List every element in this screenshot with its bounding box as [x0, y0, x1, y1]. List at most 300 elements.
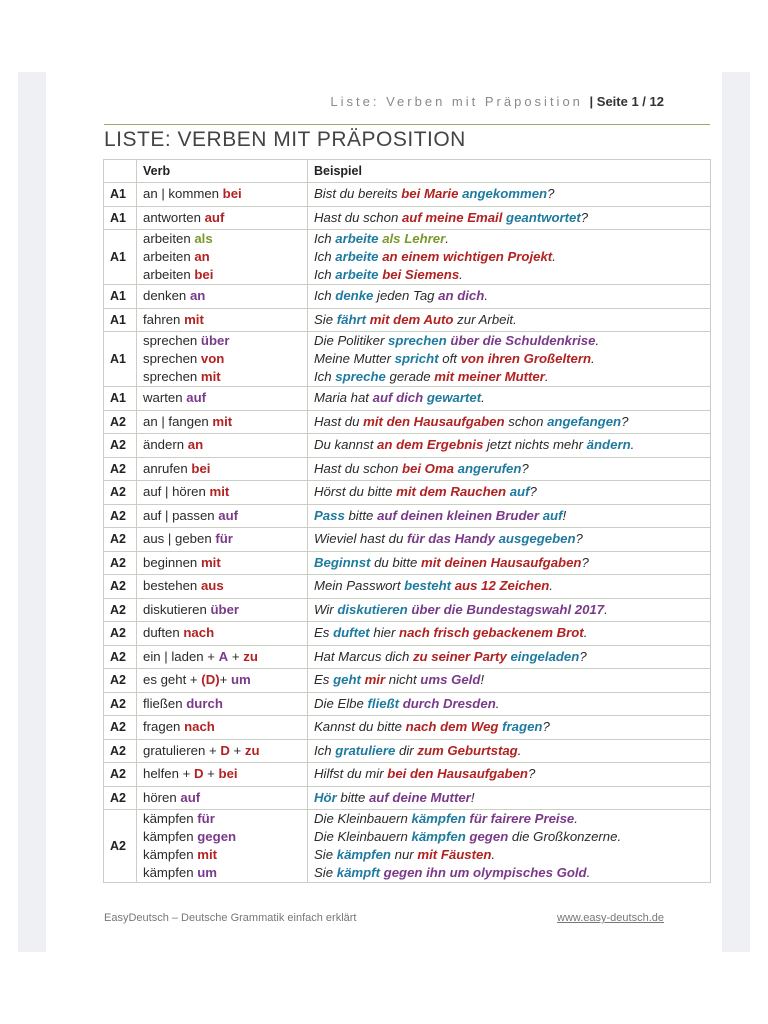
- example-highlight: Marie: [423, 186, 463, 202]
- example-text: ?: [529, 484, 537, 500]
- example-cell: [308, 692, 711, 716]
- table-row: [104, 739, 711, 763]
- level-cell: A1: [104, 308, 137, 332]
- table-row: [104, 434, 711, 458]
- verb-highlight: auf: [186, 390, 207, 406]
- example-highlight: Beginnst: [314, 554, 375, 570]
- example-highlight: Lehrer: [404, 231, 446, 246]
- verb-highlight: über: [200, 333, 230, 348]
- example-text: .: [544, 369, 549, 384]
- verb-line: [143, 530, 301, 548]
- running-title: Liste: Verben mit Präposition: [330, 94, 583, 109]
- example-text: Ich: [314, 369, 336, 384]
- example-line: [314, 648, 704, 666]
- example-text: !: [470, 789, 475, 805]
- verb-text: auf | hören: [143, 484, 210, 500]
- verb-text: warten: [143, 390, 187, 406]
- level-cell: A1: [104, 332, 137, 387]
- verb-cell: [137, 716, 308, 740]
- table-row: [104, 285, 711, 309]
- verb-line: [143, 765, 301, 783]
- verb-text: kämpfen: [143, 829, 198, 844]
- example-line: [314, 185, 704, 203]
- verb-highlight: D: [193, 766, 204, 782]
- verb-line: [143, 846, 301, 864]
- verb-line: [143, 864, 301, 882]
- example-cell: [308, 387, 711, 411]
- example-highlight: mit den Hausaufgaben: [363, 413, 509, 429]
- example-highlight: nach frisch gebackenem Brot: [399, 625, 584, 641]
- example-highlight: mit deinen Hausaufgaben: [421, 554, 582, 570]
- table-row: [104, 598, 711, 622]
- level-cell: A2: [104, 528, 137, 552]
- verb-cell: [137, 786, 308, 810]
- verb-line: [143, 789, 301, 807]
- example-text: !: [480, 672, 485, 688]
- table-row: [104, 551, 711, 575]
- example-line: [314, 718, 704, 736]
- example-text: Meine Mutter: [314, 351, 395, 366]
- example-line: [314, 350, 704, 368]
- example-highlight: aus 12 Zeichen: [454, 578, 550, 594]
- example-cell: [308, 410, 711, 434]
- example-text: Kannst du bitte: [314, 719, 406, 735]
- page-number: | Seite 1 / 12: [589, 94, 664, 109]
- example-highlight: für das Handy: [406, 531, 499, 547]
- example-line: [314, 554, 704, 572]
- example-highlight: diskutieren: [337, 601, 412, 617]
- verb-highlight: um: [197, 865, 218, 880]
- right-margin-strip: [722, 72, 750, 952]
- verb-text: sprechen: [143, 351, 201, 366]
- verb-cell: [137, 410, 308, 434]
- verb-text: bestehen: [143, 578, 201, 594]
- verb-highlight: nach: [183, 625, 215, 641]
- verb-cell: [137, 692, 308, 716]
- example-highlight: kämpft: [336, 865, 384, 880]
- example-text: .: [591, 351, 595, 366]
- verb-highlight: mit: [184, 311, 204, 327]
- example-highlight: angekommen: [462, 186, 548, 202]
- example-line: [314, 311, 704, 329]
- table-row: [104, 575, 711, 599]
- example-text: oft: [442, 351, 461, 366]
- level-cell: A2: [104, 481, 137, 505]
- verb-highlight: durch: [186, 695, 223, 711]
- verb-text: +: [229, 742, 245, 758]
- example-text: Hat Marcus dich: [314, 648, 413, 664]
- verb-highlight: als: [194, 231, 213, 246]
- example-text: Hilfst du mir: [314, 766, 388, 782]
- example-cell: [308, 285, 711, 309]
- verb-cell: [137, 528, 308, 552]
- example-text: .: [491, 847, 496, 862]
- example-highlight: fährt: [336, 311, 370, 327]
- example-cell: [308, 622, 711, 646]
- example-highlight: kämpfen: [336, 847, 395, 862]
- verb-highlight: zu: [243, 648, 258, 664]
- verb-cell: [137, 669, 308, 693]
- example-highlight: zum Geburtstag: [417, 742, 518, 758]
- example-text: gerade: [389, 369, 435, 384]
- example-line: [314, 507, 704, 525]
- example-highlight: arbeite: [335, 231, 383, 246]
- example-text: ?: [581, 554, 589, 570]
- verb-highlight: gegen: [197, 829, 237, 844]
- example-text: .: [445, 231, 449, 246]
- example-text: .: [583, 625, 588, 641]
- example-line: [314, 266, 704, 284]
- verb-highlight: bei: [191, 460, 211, 476]
- verb-highlight: A: [218, 648, 229, 664]
- example-text: Ich: [314, 249, 336, 264]
- example-highlight: geht: [333, 672, 365, 688]
- example-text: schon: [508, 413, 548, 429]
- example-text: !: [562, 507, 567, 523]
- verb-line: [143, 436, 301, 454]
- example-highlight: auf deinen kleinen Bruder: [377, 507, 543, 523]
- verb-text: fließen: [143, 695, 187, 711]
- example-highlight: an einem wichtigen Projekt: [382, 249, 553, 264]
- verb-text: ändern: [143, 437, 188, 453]
- table-row: [104, 645, 711, 669]
- example-text: Ich: [314, 742, 336, 758]
- verb-highlight: mit: [200, 369, 221, 384]
- verb-line: [143, 810, 301, 828]
- example-text: .: [484, 288, 488, 304]
- footer-link[interactable]: www.easy-deutsch.de: [557, 912, 664, 924]
- example-highlight: um olympisches Gold: [449, 865, 587, 880]
- table-row: [104, 716, 711, 740]
- example-line: [314, 248, 704, 266]
- example-text: Maria hat: [314, 390, 373, 406]
- example-text: .: [549, 578, 553, 594]
- example-text: .: [459, 267, 463, 282]
- example-highlight: für fairere Preise: [469, 811, 575, 826]
- level-cell: A1: [104, 230, 137, 285]
- example-line: [314, 483, 704, 501]
- example-line: [314, 368, 704, 386]
- example-text: Hörst du bitte: [314, 484, 397, 500]
- example-line: [314, 287, 704, 305]
- example-text: jetzt nichts mehr: [486, 437, 587, 453]
- table-row: [104, 528, 711, 552]
- example-cell: [308, 551, 711, 575]
- example-highlight: zu seiner Party: [412, 648, 511, 664]
- example-text: ?: [579, 648, 587, 664]
- verb-text: fahren: [143, 311, 185, 327]
- verb-text: an | fangen: [143, 413, 213, 429]
- verb-text: sprechen: [143, 369, 201, 384]
- example-highlight: Hör: [314, 789, 341, 805]
- verb-text: es geht +: [143, 672, 202, 688]
- example-text: .: [495, 695, 500, 711]
- example-text: ?: [580, 209, 589, 225]
- level-cell: A2: [104, 763, 137, 787]
- level-cell: A1: [104, 285, 137, 309]
- example-line: [314, 789, 704, 807]
- left-margin-strip: [18, 72, 46, 952]
- example-highlight: mit meiner Mutter: [434, 369, 545, 384]
- level-cell: A2: [104, 716, 137, 740]
- verb-text: aus | geben: [143, 531, 216, 547]
- verb-text: gratulieren +: [143, 742, 221, 758]
- document-page: [46, 72, 722, 952]
- example-line: [314, 671, 704, 689]
- verb-line: [143, 209, 301, 227]
- example-text: du bitte: [374, 554, 422, 570]
- verb-text: kämpfen: [143, 865, 198, 880]
- example-cell: [308, 739, 711, 763]
- verb-cell: [137, 645, 308, 669]
- verb-cell: [137, 504, 308, 528]
- example-text: Sie: [314, 311, 337, 327]
- verb-cell: [137, 575, 308, 599]
- example-text: die Großkonzerne.: [511, 829, 622, 844]
- example-text: Es: [314, 672, 334, 688]
- example-highlight: spricht: [394, 351, 443, 366]
- example-text: jeden Tag: [377, 288, 439, 304]
- example-line: [314, 332, 704, 350]
- verb-highlight: D: [220, 742, 230, 758]
- verb-line: [143, 742, 301, 760]
- verb-line: [143, 695, 301, 713]
- example-cell: [308, 763, 711, 787]
- example-highlight: gewartet: [426, 390, 482, 406]
- example-text: bitte: [348, 507, 378, 523]
- table-row: [104, 308, 711, 332]
- example-cell: [308, 230, 711, 285]
- example-text: ?: [547, 186, 555, 202]
- table-row: [104, 332, 711, 387]
- example-cell: [308, 332, 711, 387]
- verb-cell: [137, 810, 308, 883]
- table-row: [104, 504, 711, 528]
- verb-text: +: [219, 672, 231, 688]
- example-highlight: denke: [335, 288, 378, 304]
- example-highlight: ausgegeben: [498, 531, 576, 547]
- verb-text: arbeiten: [143, 231, 195, 246]
- verb-highlight: bei: [194, 267, 214, 282]
- example-cell: [308, 669, 711, 693]
- example-line: [314, 577, 704, 595]
- example-highlight: ums Geld: [420, 672, 481, 688]
- example-text: Es: [314, 625, 334, 641]
- example-highlight: an dem Ergebnis: [377, 437, 487, 453]
- table-header-row: [104, 160, 711, 183]
- verb-cell: [137, 481, 308, 505]
- verb-text: helfen +: [143, 766, 194, 782]
- verb-cell: [137, 206, 308, 230]
- example-line: [314, 846, 704, 864]
- table-row: [104, 481, 711, 505]
- level-cell: A2: [104, 622, 137, 646]
- example-line: [314, 230, 704, 248]
- verb-highlight: an: [187, 437, 204, 453]
- verb-highlight: für: [215, 531, 233, 547]
- example-cell: [308, 183, 711, 207]
- level-cell: A2: [104, 434, 137, 458]
- verb-cell: [137, 387, 308, 411]
- verb-cell: [137, 763, 308, 787]
- verb-text: duften: [143, 625, 184, 641]
- level-cell: A2: [104, 739, 137, 763]
- verb-highlight: bei: [222, 186, 242, 202]
- verb-text: denken: [143, 288, 190, 304]
- table-row: [104, 206, 711, 230]
- example-highlight: angerufen: [457, 460, 522, 476]
- verb-cell: [137, 598, 308, 622]
- verb-cell: [137, 230, 308, 285]
- example-highlight: spreche: [335, 369, 390, 384]
- verb-line: [143, 483, 301, 501]
- example-highlight: auf meine Email: [401, 209, 507, 225]
- level-cell: A2: [104, 786, 137, 810]
- verb-line: [143, 413, 301, 431]
- example-cell: [308, 504, 711, 528]
- verb-line: [143, 671, 301, 689]
- example-highlight: auf: [509, 484, 530, 500]
- verb-text: beginnen: [143, 554, 201, 570]
- verb-highlight: bei: [218, 766, 238, 782]
- verb-highlight: um: [230, 672, 251, 688]
- example-text: nur: [394, 847, 418, 862]
- verb-cell: [137, 183, 308, 207]
- example-highlight: kämpfen: [411, 811, 470, 826]
- example-text: ?: [621, 413, 629, 429]
- verb-highlight: mit: [197, 847, 218, 862]
- verb-line: [143, 507, 301, 525]
- example-line: [314, 389, 704, 407]
- example-text: Du kannst: [314, 437, 378, 453]
- table-row: [104, 410, 711, 434]
- verb-text: +: [228, 648, 244, 664]
- level-cell: A2: [104, 457, 137, 481]
- table-row: [104, 387, 711, 411]
- table-row: [104, 457, 711, 481]
- verb-line: [143, 185, 301, 203]
- verb-line: [143, 718, 301, 736]
- verb-table: [103, 159, 711, 883]
- verb-text: kämpfen: [143, 847, 198, 862]
- example-text: .: [604, 601, 608, 617]
- verb-line: [143, 554, 301, 572]
- example-text: Bist du bereits: [314, 186, 402, 202]
- verb-line: [143, 311, 301, 329]
- example-text: zur Arbeit.: [457, 311, 517, 327]
- example-text: Ich: [314, 288, 336, 304]
- example-line: [314, 695, 704, 713]
- example-highlight: mit dem Rauchen: [396, 484, 510, 500]
- example-text: .: [595, 333, 600, 348]
- verb-highlight: (D): [201, 672, 220, 688]
- example-highlight: arbeite: [335, 267, 383, 282]
- verb-highlight: zu: [244, 742, 260, 758]
- example-text: nicht: [388, 672, 421, 688]
- example-cell: [308, 598, 711, 622]
- verb-highlight: auf: [218, 507, 239, 523]
- example-highlight: mir: [364, 672, 389, 688]
- example-highlight: gegen ihn: [383, 865, 450, 880]
- example-cell: [308, 206, 711, 230]
- verb-cell: [137, 308, 308, 332]
- verb-text: kämpfen: [143, 811, 198, 826]
- example-text: ?: [575, 531, 583, 547]
- example-text: Sie: [314, 865, 337, 880]
- example-cell: [308, 575, 711, 599]
- level-cell: A2: [104, 551, 137, 575]
- verb-cell: [137, 739, 308, 763]
- example-highlight: auf dich: [372, 390, 427, 406]
- example-line: [314, 530, 704, 548]
- verb-text: sprechen: [143, 333, 201, 348]
- verb-highlight: aus: [200, 578, 224, 594]
- level-cell: A1: [104, 206, 137, 230]
- example-highlight: ändern: [586, 437, 631, 453]
- header-verb: Verb: [137, 160, 308, 183]
- verb-highlight: mit: [200, 554, 221, 570]
- example-cell: [308, 716, 711, 740]
- example-highlight: bei Oma: [401, 460, 458, 476]
- header-level: [104, 160, 137, 183]
- table-row: [104, 786, 711, 810]
- table-row: [104, 692, 711, 716]
- verb-line: [143, 332, 301, 350]
- verb-line: [143, 230, 301, 248]
- example-highlight: sprechen: [388, 333, 451, 348]
- level-cell: A2: [104, 645, 137, 669]
- verb-line: [143, 460, 301, 478]
- example-highlight: gratuliere: [335, 742, 400, 758]
- example-line: [314, 742, 704, 760]
- verb-text: ein | laden +: [143, 648, 219, 664]
- table-body: [104, 183, 711, 883]
- example-text: Wieviel hast du: [314, 531, 407, 547]
- example-cell: [308, 434, 711, 458]
- verb-highlight: an: [194, 249, 210, 264]
- example-text: .: [552, 249, 556, 264]
- verb-text: diskutieren: [143, 601, 211, 617]
- example-cell: [308, 786, 711, 810]
- example-highlight: kämpfen: [411, 829, 470, 844]
- example-highlight: bei den Hausaufgaben: [387, 766, 528, 782]
- verb-highlight: von: [200, 351, 225, 366]
- example-text: Die Elbe: [314, 695, 368, 711]
- example-line: [314, 828, 704, 846]
- example-highlight: geantwortet: [506, 209, 581, 225]
- example-highlight: eingeladen: [510, 648, 580, 664]
- example-text: Hast du: [314, 413, 364, 429]
- example-text: Die Kleinbauern: [314, 829, 412, 844]
- example-highlight: auf: [542, 507, 563, 523]
- example-highlight: bei: [401, 186, 424, 202]
- example-text: bitte: [340, 789, 369, 805]
- header-example: Beispiel: [308, 160, 711, 183]
- example-line: [314, 765, 704, 783]
- verb-cell: [137, 434, 308, 458]
- example-text: .: [630, 437, 635, 453]
- example-line: [314, 460, 704, 478]
- verb-text: antworten: [143, 209, 205, 225]
- level-cell: A2: [104, 810, 137, 883]
- verb-text: arbeiten: [143, 249, 195, 264]
- example-text: Hast du schon: [314, 209, 402, 225]
- example-highlight: Pass: [314, 507, 349, 523]
- verb-text: hören: [143, 789, 181, 805]
- verb-highlight: mit: [209, 484, 230, 500]
- verb-line: [143, 389, 301, 407]
- verb-line: [143, 648, 301, 666]
